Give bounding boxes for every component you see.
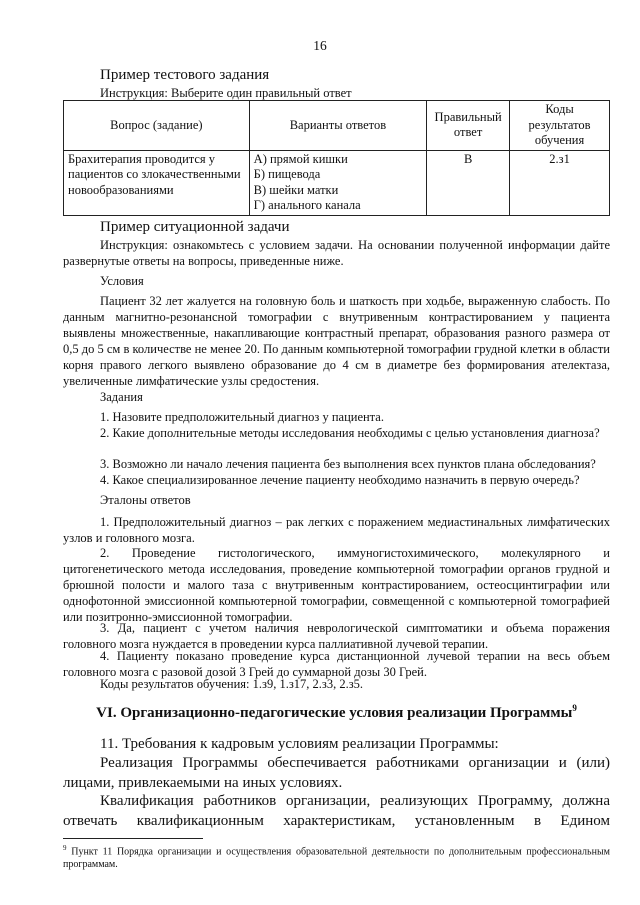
test-example-title: Пример тестового задания — [100, 67, 270, 83]
situational-instruction: Инструкция: ознакомьтесь с условием задачи. На основании полученной информации дайте развернутые ответы на вопросы, приведенные ниже. — [63, 238, 610, 268]
header-correct: Правильный ответ — [427, 101, 510, 151]
header-codes: Коды результатов обучения — [510, 101, 610, 151]
answer-4: 4. Пациенту показано проведение курса дистанционной лучевой терапии на весь объем головного мозга с разовой дозой 3 Грей до суммарной дозы 30 Грей. — [63, 649, 610, 679]
footnote-divider — [63, 838, 203, 839]
answer-1: 1. Предположительный диагноз – рак легких с поражением медиастинальных лимфатических узлов и головного мозга. — [63, 515, 610, 545]
footnote-ref: 9 — [572, 703, 577, 713]
option-a: А) прямой кишки — [253, 151, 348, 166]
footnote — [63, 842, 610, 871]
task-4: 4. Какое специализированное лечение пациенту необходимо назначить в первую очередь? — [100, 473, 580, 487]
section-para-2: Квалификация работников организации, реализующих Программу, должна отвечать квалификационным характеристикам, установленным в Едином — [63, 793, 610, 829]
codes-line: Коды результатов обучения: 1.з9, 1.з17, 2.з3, 2.з5. — [100, 677, 364, 691]
header-question: Вопрос (задание) — [64, 101, 250, 151]
section-title — [63, 703, 610, 722]
section-subtitle: 11. Требования к кадровым условиям реализации Программы: — [100, 736, 499, 752]
conditions-text: Пациент 32 лет жалуется на головную боль и шаткость при ходьбе, выраженную слабость. По данным магнитно-резонансной томографии с внутривенным контрастированием у пациента выявлены множественные, накапливающие контрастный препарат, образования разного размера от 0,5 до 5 см в количестве не менее 20. По данным компьютерной томографии грудной клетки в области корня правого легкого выявлено образование до 4 см в диаметре без формирования ателектаза, увеличенные лимфатические узлы средостения. — [63, 294, 610, 388]
page-number: 16 — [313, 38, 327, 53]
footnote-mark: 9 — [63, 844, 67, 852]
answer-3: 3. Да, пациент с учетом наличия неврологической симптоматики и объема поражения головного мозга нуждается в проведении курса паллиативной лучевой терапии. — [63, 621, 610, 651]
answers-label: Эталоны ответов — [100, 493, 191, 507]
section-title-text: VI. Организационно-педагогические условия реализации Программы — [96, 705, 573, 721]
header-options: Варианты ответов — [249, 101, 426, 151]
cell-correct: В — [427, 150, 510, 215]
task-3: 3. Возможно ли начало лечения пациента без выполнения всех пунктов плана обследования? — [100, 457, 596, 471]
cell-codes: 2.з1 — [510, 150, 610, 215]
test-table — [63, 100, 610, 216]
option-b: Б) пищевода — [253, 167, 321, 181]
section-para-1: Реализация Программы обеспечивается работниками организации и (или) лицами, привлекаемыми на иных условиях. — [63, 755, 610, 791]
task-2: 2. Какие дополнительные методы исследования необходимы с целью установления диагноза? — [100, 426, 600, 440]
task-1: 1. Назовите предположительный диагноз у пациента. — [100, 410, 384, 424]
test-example-instruction: Инструкция: Выберите один правильный ответ — [100, 86, 352, 100]
cell-options — [249, 150, 426, 215]
conditions-label: Условия — [100, 274, 144, 288]
table-row — [64, 150, 610, 215]
footnote-text: Пункт 11 Порядка организации и осуществления образовательной деятельности по дополнительным профессиональным программам. — [63, 846, 610, 871]
cell-question: Брахитерапия проводится у пациентов со злокачественными новообразованиями — [64, 150, 250, 215]
table-header-row — [64, 101, 610, 151]
option-c: В) шейки матки — [253, 182, 339, 197]
situational-title: Пример ситуационной задачи — [100, 219, 290, 235]
tasks-label: Задания — [100, 390, 143, 404]
option-d: Г) анального канала — [253, 198, 361, 212]
answer-2: 2. Проведение гистологического, иммуногистохимического, молекулярного и цитогенетического метода исследования, проведение компьютерной томографии органов грудной и брюшной полости и малого таза с внутривенным контрастированием, остеосцинтиграфии или однофотонной эмиссионной компьютерной томографии, совмещенной с компьютерной томографией или позитронно-эмиссионной томографии. — [63, 546, 610, 624]
